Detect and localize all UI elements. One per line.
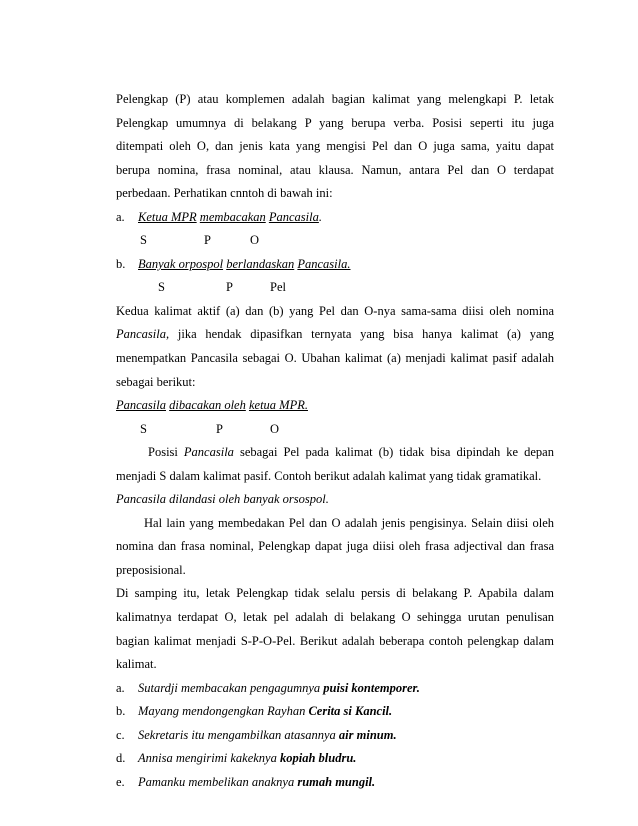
role-p: P [226,280,233,295]
example-predicate: membacakan [199,209,266,224]
document-page [116,88,554,794]
complement-highlight: air minum. [338,727,397,742]
role-pel: Pel [270,280,286,295]
example-b-roles [116,276,554,300]
role-p: P [204,233,211,248]
role-s: S [140,233,147,248]
paragraph-line: Posisi Pancasila sebagai Pel pada kalimat (b) tidak bisa dipindah ke depan [148,445,554,460]
complement-highlight: puisi kontemporer. [323,680,420,695]
example-passive-roles [116,418,554,442]
paragraph-line: perbedaan. Perhatikan cnntoh di bawah ini: [116,186,333,201]
example-predicate: berlandaskan [226,256,295,271]
paragraph-line: kalimatnya terdapat O, letak pel adalah di belakang O sehingga urutan penulisan [116,610,554,625]
example-subject: Pancasila [116,398,166,413]
paragraph-line: Pancasila, jika hendak dipasifkan ternyata yang bisa hanya kalimat (a) yang [116,327,554,342]
list-item: d. Annisa mengirimi kakeknya kopiah bludru. [116,751,357,766]
role-s: S [158,280,165,295]
list-item: c. Sekretaris itu mengambilkan atasannya air minum. [116,727,397,742]
example-complement: Pancasila. [297,256,351,271]
paragraph-line: menempatkan Pancasila sebagai O. Ubahan kalimat (a) menjadi kalimat pasif adalah [116,351,554,366]
list-item: e. Pamanku membelikan anaknya rumah mungil. [116,774,376,789]
paragraph-line: kalimat. [116,657,157,672]
list-item: a. Sutardji membacakan pengagumnya puisi kontemporer. [116,680,420,695]
role-s: S [140,421,147,436]
paragraph-line: bagian kalimat menjadi S-P-O-Pel. Berikut adalah beberapa contoh pelengkap dalam [116,633,554,648]
complement-highlight: Cerita si Kancil. [308,704,393,719]
role-o: O [250,233,260,248]
paragraph-line: berupa nomina, frasa nominal, atau klausa. Namun, antara Pel dan O terdapat [116,162,554,177]
role-o: O [270,421,280,436]
paragraph-line: Pelengkap umumnya di belakang P yang berupa verba. Posisi seperti itu juga [116,115,554,130]
list-marker: b. [116,256,126,271]
paragraph-line: Hal lain yang membedakan Pel dan O adalah jenis pengisinya. Selain diisi oleh [144,515,554,530]
example-b [116,253,554,277]
example-object: Pancasila [268,209,319,224]
example-object: ketua MPR. [248,398,308,413]
example-predicate: dibacakan oleh [169,398,246,413]
example-a: a. Ketua MPR membacakan Pancasila. [116,206,554,230]
complement-highlight: kopiah bludru. [279,751,357,766]
role-p: P [216,421,223,436]
example-subject: Ketua MPR [138,209,197,224]
paragraph-line: ditempati oleh O, dan jenis kata yang mengisi Pel dan O juga sama, yaitu dapat [116,139,554,154]
example-a-roles [116,229,554,253]
paragraph-line: sebagai berikut: [116,374,196,389]
paragraph-line: Pelengkap (P) atau komplemen adalah bagian kalimat yang melengkapi P. letak [116,92,554,106]
paragraph-line: nomina dan frasa nominal, Pelengkap dapat juga diisi oleh frasa adjectival dan frasa [116,539,554,554]
paragraph-line: preposisional. [116,562,186,577]
paragraph-line: Kedua kalimat aktif (a) dan (b) yang Pel dan O-nya sama-sama diisi oleh nomina [116,303,554,318]
ungrammatical-example: Pancasila dilandasi oleh banyak orsospol. [116,492,329,507]
paragraph-line: Di samping itu, letak Pelengkap tidak selalu persis di belakang P. Apabila dalam [116,586,554,601]
list-marker: a. [116,209,125,224]
complement-highlight: rumah mungil. [297,774,376,789]
list-item: b. Mayang mendongengkan Rayhan Cerita si Kancil. [116,704,393,719]
paragraph-line: menjadi S dalam kalimat pasif. Contoh berikut adalah kalimat yang tidak gramatikal. [116,468,542,483]
example-passive [116,394,554,418]
example-subject: Banyak orpospol [138,256,224,271]
